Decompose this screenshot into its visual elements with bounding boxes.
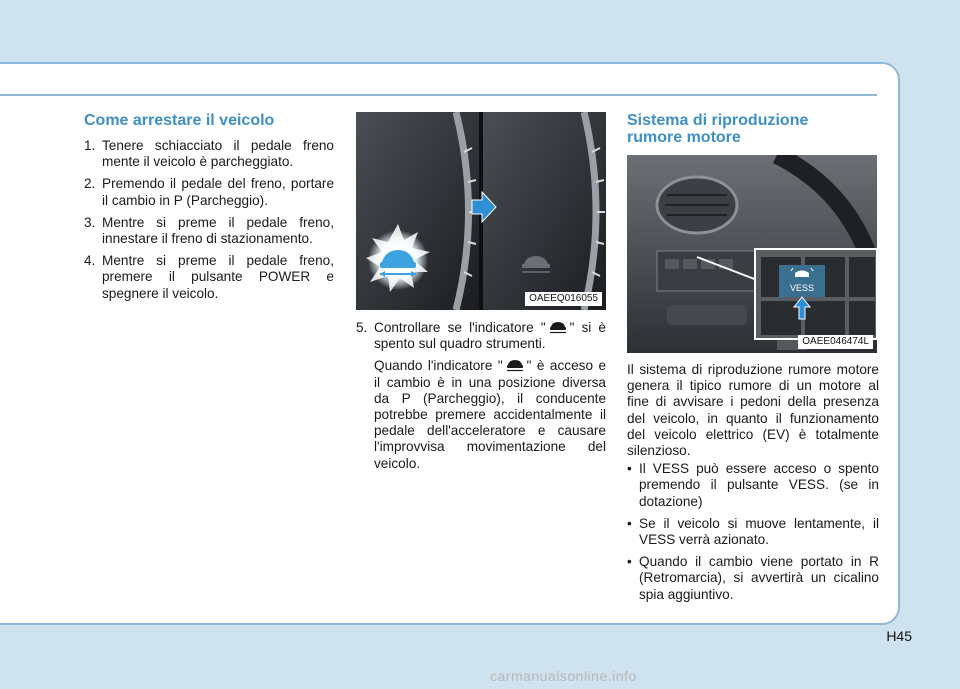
step-number: 4. — [84, 253, 96, 269]
bullet-symbol: • — [627, 515, 632, 531]
column-left — [84, 112, 334, 308]
vehicle-ready-indicator-icon — [548, 320, 568, 334]
bullet-text: Il VESS può essere acceso o spento premendo il pulsante VESS. (se in dotazione) — [639, 461, 879, 509]
section-heading-stop-vehicle: Come arrestare il veicolo — [84, 112, 275, 129]
note-text-end: " è acceso e il cambio è in una posizione diversa da P (Parcheggio), il conducente potrebbe premere accidentalmente il pedale dell'acceleratore e causare l'improvvisa movimentazione del veicolo. — [374, 358, 607, 471]
bullet-item — [627, 461, 879, 510]
vess-button-figure — [627, 155, 877, 353]
step-text: Controllare se l'indicatore " — [374, 320, 546, 335]
cluster-indicator-figure — [356, 112, 606, 310]
vehicle-ready-indicator-icon — [505, 358, 525, 372]
step-number: 3. — [84, 214, 96, 230]
step-item — [84, 138, 334, 170]
step-number: 5. — [356, 320, 368, 335]
bullet-text: Se il veicolo si muove lentamente, il VESS verrà azionato. — [639, 515, 879, 548]
header-rule — [0, 94, 877, 96]
vess-intro-paragraph: Il sistema di riproduzione rumore motore genera il tipico rumore di un motore al fine di avvisare i pedoni della presenza del veicolo, in quanto il funzionamento del veicolo elettrico (EV) è totalmente silenzioso. — [627, 362, 879, 459]
bullet-text: Quando il cambio viene portato in R (Retromarcia), si avvertirà un cicalino spia aggiuntivo. — [639, 554, 879, 602]
indicator-note — [356, 358, 606, 471]
page-number: H45 — [886, 628, 912, 644]
heading-line-2: rumore motore — [627, 129, 741, 146]
bullet-symbol: • — [627, 554, 632, 570]
bullet-item — [627, 516, 879, 548]
step-text-end: " si è spento sul quadro strumenti. — [374, 320, 606, 352]
step-text: Tenere schiacciato il pedale freno mente il veicolo è parcheggiato. — [102, 138, 334, 170]
vess-button-label: VESS — [789, 283, 815, 293]
vess-bullet-list — [627, 461, 879, 603]
dashboard-illustration — [627, 155, 877, 353]
figure-code: OAEEQ016055 — [525, 292, 602, 306]
column-middle — [356, 112, 606, 472]
step-text: Mentre si preme il pedale freno, innestare il freno di stazionamento. — [102, 214, 334, 247]
step-item — [84, 253, 334, 302]
step-text: Mentre si preme il pedale freno, premere il pulsante POWER e spegnere il veicolo. — [102, 253, 334, 301]
step-number: 1. — [84, 138, 96, 153]
section-heading-vess — [627, 112, 879, 146]
column-right — [627, 112, 879, 609]
bullet-item — [627, 554, 879, 603]
bullet-symbol: • — [627, 461, 632, 477]
heading-line-1: Sistema di riproduzione — [627, 112, 809, 129]
figure-code: OAEE046474L — [798, 335, 873, 349]
note-text: Quando l'indicatore " — [374, 358, 503, 374]
step-number: 2. — [84, 176, 96, 192]
step-item — [356, 320, 606, 352]
cluster-illustration — [356, 112, 606, 310]
stop-steps-list — [84, 138, 334, 302]
step-text: Premendo il pedale del freno, portare il cambio in P (Parcheggio). — [102, 176, 334, 208]
step-item — [84, 176, 334, 208]
step-item — [84, 215, 334, 247]
watermark-text: carmanualsonline.info — [490, 668, 637, 684]
step-5-block — [356, 320, 606, 472]
